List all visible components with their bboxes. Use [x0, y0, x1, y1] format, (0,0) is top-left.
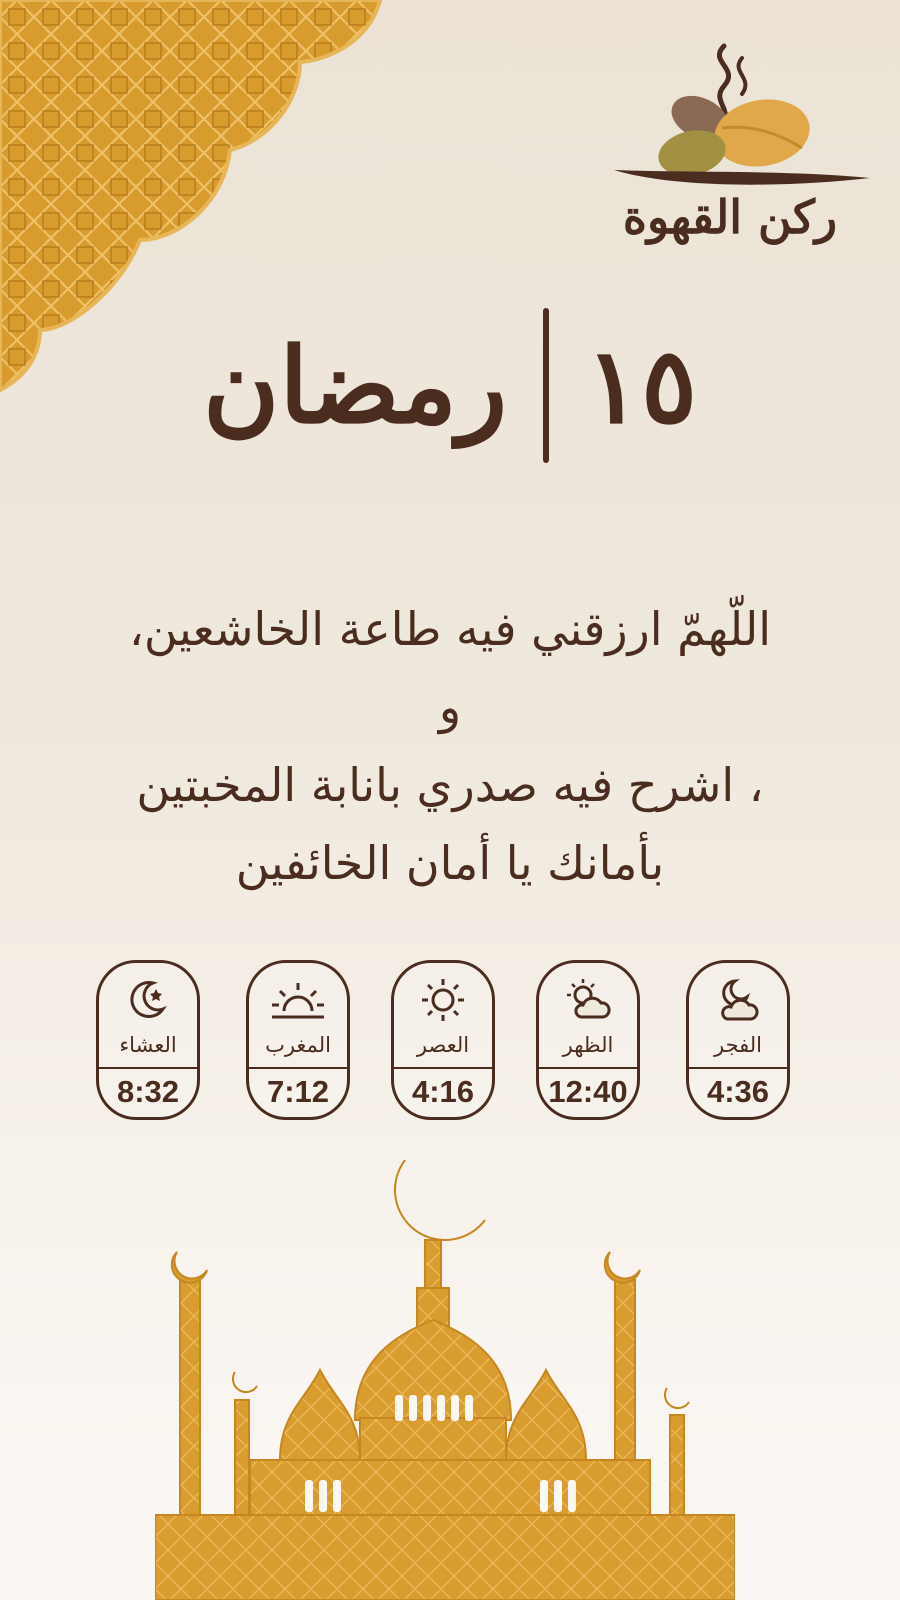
prayer-card-dhuhr: [536, 960, 640, 1120]
prayer-divider: [689, 1067, 787, 1069]
prayer-divider: [249, 1067, 347, 1069]
prayer-card-fajr: [686, 960, 790, 1120]
mosque-illustration: [155, 1160, 735, 1600]
crescent-star-icon: [123, 975, 173, 1025]
prayer-time: 12:40: [548, 1074, 628, 1109]
sunset-icon: [268, 975, 328, 1025]
cloud-moon-icon: [713, 975, 763, 1025]
prayer-divider: [539, 1067, 637, 1069]
prayer-divider: [99, 1067, 197, 1069]
prayer-times: [96, 960, 806, 1125]
prayer-name: العصر: [416, 1033, 470, 1057]
prayer-name: الفجر: [714, 1033, 762, 1057]
prayer-name: العشاء: [119, 1033, 177, 1057]
prayer-name: المغرب: [265, 1033, 331, 1057]
month-name: رمضان: [203, 323, 508, 447]
prayer-time: 4:16: [411, 1074, 475, 1109]
prayer-divider: [394, 1067, 492, 1069]
sun-cloud-icon: [563, 975, 613, 1025]
prayer-time: 7:12: [266, 1074, 330, 1109]
prayer-time: 8:32: [116, 1074, 180, 1109]
brand-name: ركن القهوة: [622, 190, 838, 244]
prayer-name: الظهر: [562, 1033, 614, 1057]
dua-line: ، اشرح فيه صدري بانابة المخبتين: [136, 758, 764, 812]
ramadan-date: [0, 300, 900, 470]
prayer-time: 4:36: [706, 1074, 770, 1109]
dua-text: [120, 590, 780, 902]
prayer-card-isha: [96, 960, 200, 1120]
prayer-card-maghrib: [246, 960, 350, 1120]
date-divider: [543, 308, 549, 463]
dua-line: اللّهمّ ارزقني فيه طاعة الخاشعين، و: [128, 602, 771, 734]
dua-line: بأمانك يا أمان الخائفين: [235, 836, 665, 890]
prayer-card-asr: [391, 960, 495, 1120]
sun-icon: [418, 975, 468, 1025]
day-number: ١٥: [585, 323, 697, 447]
